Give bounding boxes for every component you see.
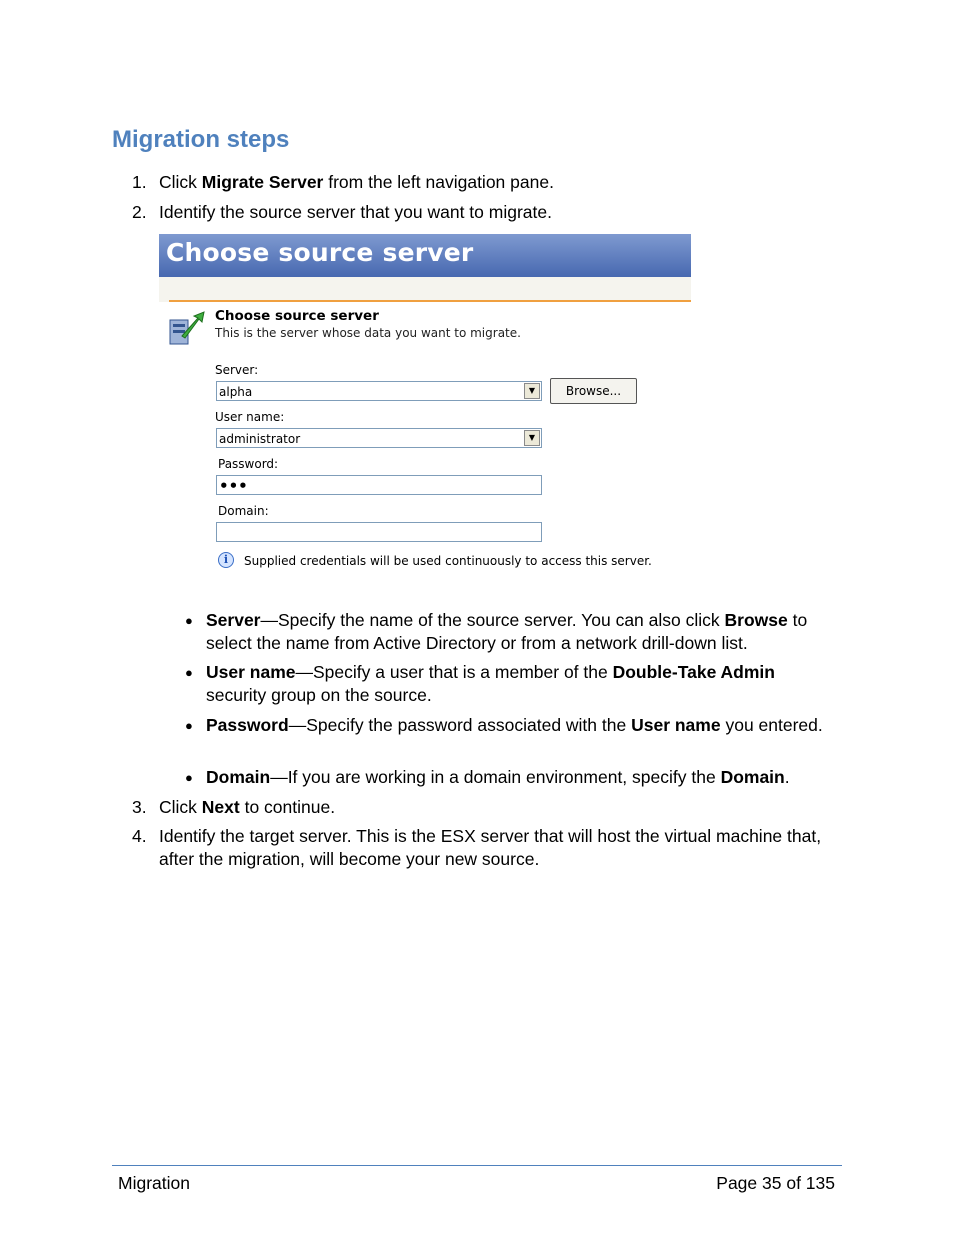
step-number: 4. — [132, 826, 147, 846]
username-label: User name: — [215, 410, 285, 424]
password-value: ••• — [219, 477, 248, 495]
banner-title: Choose source server — [166, 238, 474, 267]
step-text: Click Migrate Server from the left navigation pane. — [159, 172, 554, 192]
chevron-down-icon[interactable]: ▼ — [524, 383, 540, 399]
domain-field[interactable] — [216, 522, 542, 542]
username-combobox[interactable] — [216, 428, 542, 448]
bullet-icon: ● — [185, 665, 193, 680]
info-note: Supplied credentials will be used continuously to access this server. — [244, 554, 652, 568]
bullet-text: User name—Specify a user that is a member of the Double-Take Admin security group on the source. — [206, 662, 775, 705]
info-icon: i — [218, 552, 234, 568]
bullet-text: Domain—If you are working in a domain environment, specify the Domain. — [206, 767, 790, 787]
server-combobox[interactable] — [216, 381, 542, 401]
section-heading: Migration steps — [112, 126, 290, 153]
wizard-banner — [159, 234, 691, 277]
step-text: Click Next to continue. — [159, 797, 336, 817]
footer-divider — [112, 1165, 842, 1166]
server-migrate-icon — [168, 310, 206, 346]
step-number: 2. — [132, 202, 147, 222]
bullet-text: Server—Specify the name of the source server. You can also click Browse to select the name from Active Directory or from a network drill-down list. — [206, 610, 808, 653]
step-number: 3. — [132, 797, 147, 817]
browse-button[interactable]: Browse... — [550, 378, 637, 404]
bullet-icon: ● — [185, 613, 193, 628]
server-label: Server: — [215, 363, 259, 377]
server-value: alpha — [219, 385, 253, 399]
dialog-subtitle: This is the server whose data you want to migrate. — [215, 326, 521, 340]
footer-section-title: Migration — [118, 1173, 190, 1193]
step-text: Identify the target server. This is the ESX server that will host the virtual machine that, after the migration, will become your new source. — [159, 826, 822, 869]
password-field[interactable] — [216, 475, 542, 495]
chevron-down-icon[interactable]: ▼ — [524, 430, 540, 446]
step-number: 1. — [132, 172, 147, 192]
bullet-text: Password—Specify the password associated with the User name you entered. — [206, 715, 823, 735]
dialog-title: Choose source server — [215, 308, 379, 324]
password-label: Password: — [218, 457, 279, 471]
divider-line — [169, 300, 691, 302]
choose-source-server-screenshot — [159, 234, 691, 594]
bullet-icon: ● — [185, 770, 193, 785]
bullet-icon: ● — [185, 718, 193, 733]
domain-label: Domain: — [218, 504, 269, 518]
username-value: administrator — [219, 432, 301, 446]
footer-page-number: Page 35 of 135 — [716, 1173, 835, 1193]
step-text: Identify the source server that you want to migrate. — [159, 202, 552, 222]
